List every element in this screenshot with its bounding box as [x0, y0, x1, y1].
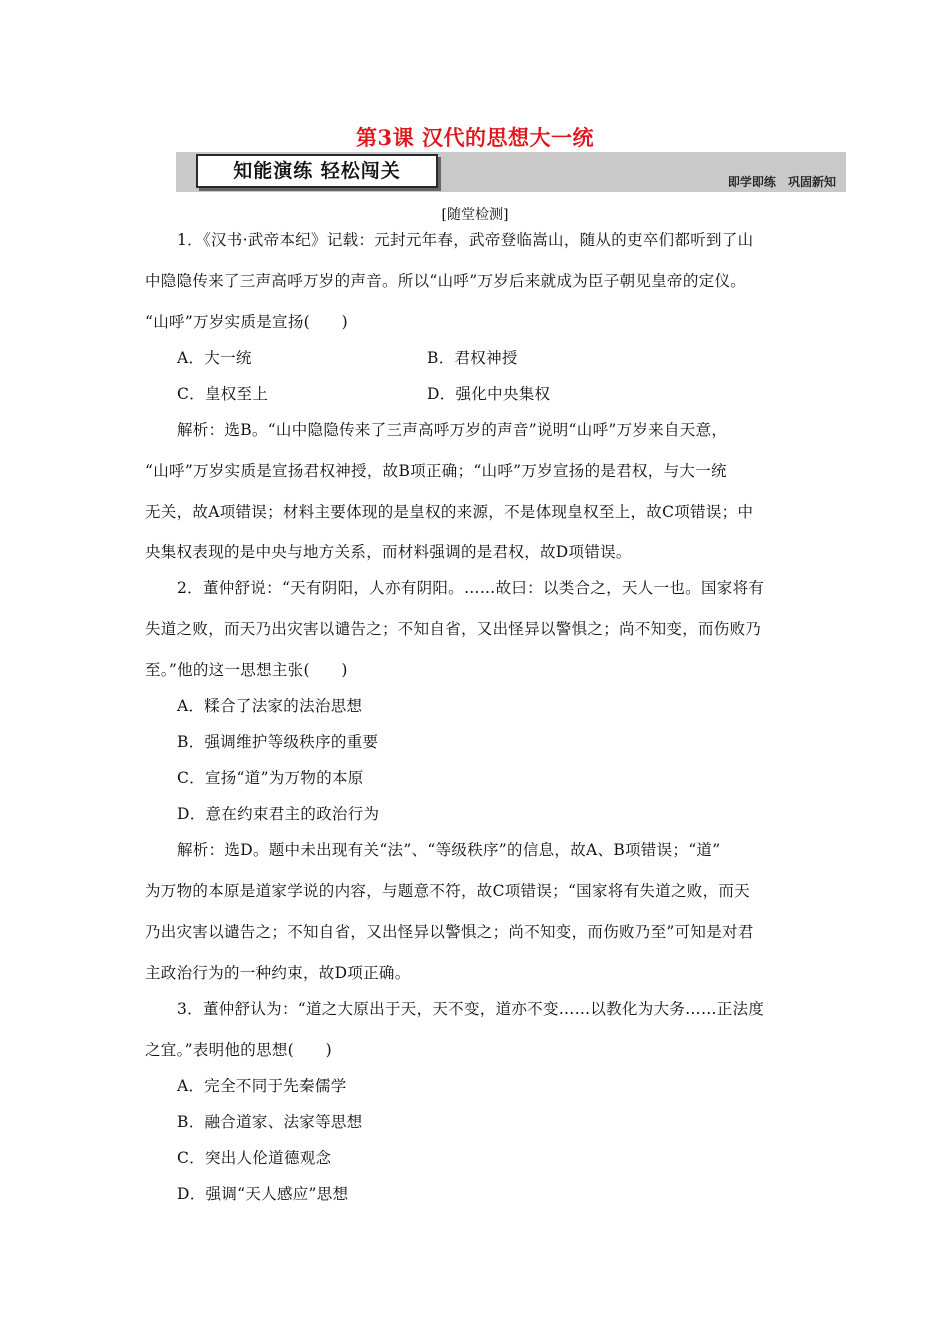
question-1-analysis-line: “山呼”万岁实质是宣扬君权神授，故B项正确；“山呼”万岁宣扬的是君权，与大一统	[145, 462, 727, 480]
question-2-analysis-line: 为万物的本原是道家学说的内容，与题意不符，故C项错误；“国家将有失道之败，而天	[145, 882, 750, 900]
question-2-option-c: C．宣扬“道”为万物的本原	[177, 769, 364, 787]
question-1-option-a: A．大一统	[177, 349, 252, 367]
question-2-line: 失道之败，而天乃出灾害以谴告之；不知自省，又出怪异以警惧之；尚不知变，而伤败乃	[145, 620, 762, 638]
question-2-analysis-line: 解析：选D。题中未出现有关“法”、“等级秩序”的信息，故A、B项错误；“道”	[177, 841, 721, 859]
question-1-analysis-line: 央集权表现的是中央与地方关系，而材料强调的是君权，故D项错误。	[145, 543, 632, 561]
question-2-option-a: A．糅合了法家的法治思想	[177, 697, 363, 715]
question-2-line: 至。”他的这一思想主张( )	[145, 661, 348, 679]
question-2-analysis-line: 主政治行为的一种约束，故D项正确。	[145, 964, 411, 982]
page-title: 第3课 汉代的思想大一统	[356, 125, 594, 150]
question-1-analysis-line: 无关，故A项错误；材料主要体现的是皇权的来源，不是体现皇权至上，故C项错误；中	[145, 503, 754, 521]
banner-left-label: 知能演练 轻松闯关	[196, 154, 438, 188]
question-3-option-b: B．融合道家、法家等思想	[177, 1113, 363, 1131]
question-3-option-a: A．完全不同于先秦儒学	[177, 1077, 347, 1095]
question-1-option-b: B．君权神授	[427, 349, 518, 367]
question-1-line: 中隐隐传来了三声高呼万岁的声音。所以“山呼”万岁后来就成为臣子朝见皇帝的定仪。	[145, 272, 747, 290]
question-2-option-d: D．意在约束君主的政治行为	[177, 805, 380, 823]
question-2-option-b: B．强调维护等级秩序的重要	[177, 733, 379, 751]
question-3-line: 之宜。”表明他的思想( )	[145, 1041, 332, 1059]
question-1-line: 1．《汉书·武帝本纪》记载：元封元年春，武帝登临嵩山，随从的吏卒们都听到了山	[177, 231, 754, 249]
question-1-option-d: D．强化中央集权	[427, 385, 551, 403]
question-1-option-c: C．皇权至上	[177, 385, 269, 403]
banner-right-label: 即学即练 巩固新知	[727, 175, 836, 189]
question-3-line: 3．董仲舒认为：“道之大原出于天，天不变，道亦不变……以教化为大务……正法度	[177, 1000, 765, 1018]
question-2-analysis-line: 乃出灾害以谴告之；不知自省，又出怪异以警惧之；尚不知变，而伤败乃至”可知是对君	[145, 923, 754, 941]
question-1-line: “山呼”万岁实质是宣扬( )	[145, 313, 348, 331]
question-1-analysis-line: 解析：选B。“山中隐隐传来了三声高呼万岁的声音”说明“山呼”万岁来自天意，	[177, 421, 728, 439]
question-2-line: 2．董仲舒说：“天有阴阳，人亦有阴阳。……故曰：以类合之，天人一也。国家将有	[177, 579, 765, 597]
question-3-option-d: D．强调“天人感应”思想	[177, 1185, 349, 1203]
section-label: [随堂检测]	[441, 207, 509, 223]
question-3-option-c: C．突出人伦道德观念	[177, 1149, 332, 1167]
